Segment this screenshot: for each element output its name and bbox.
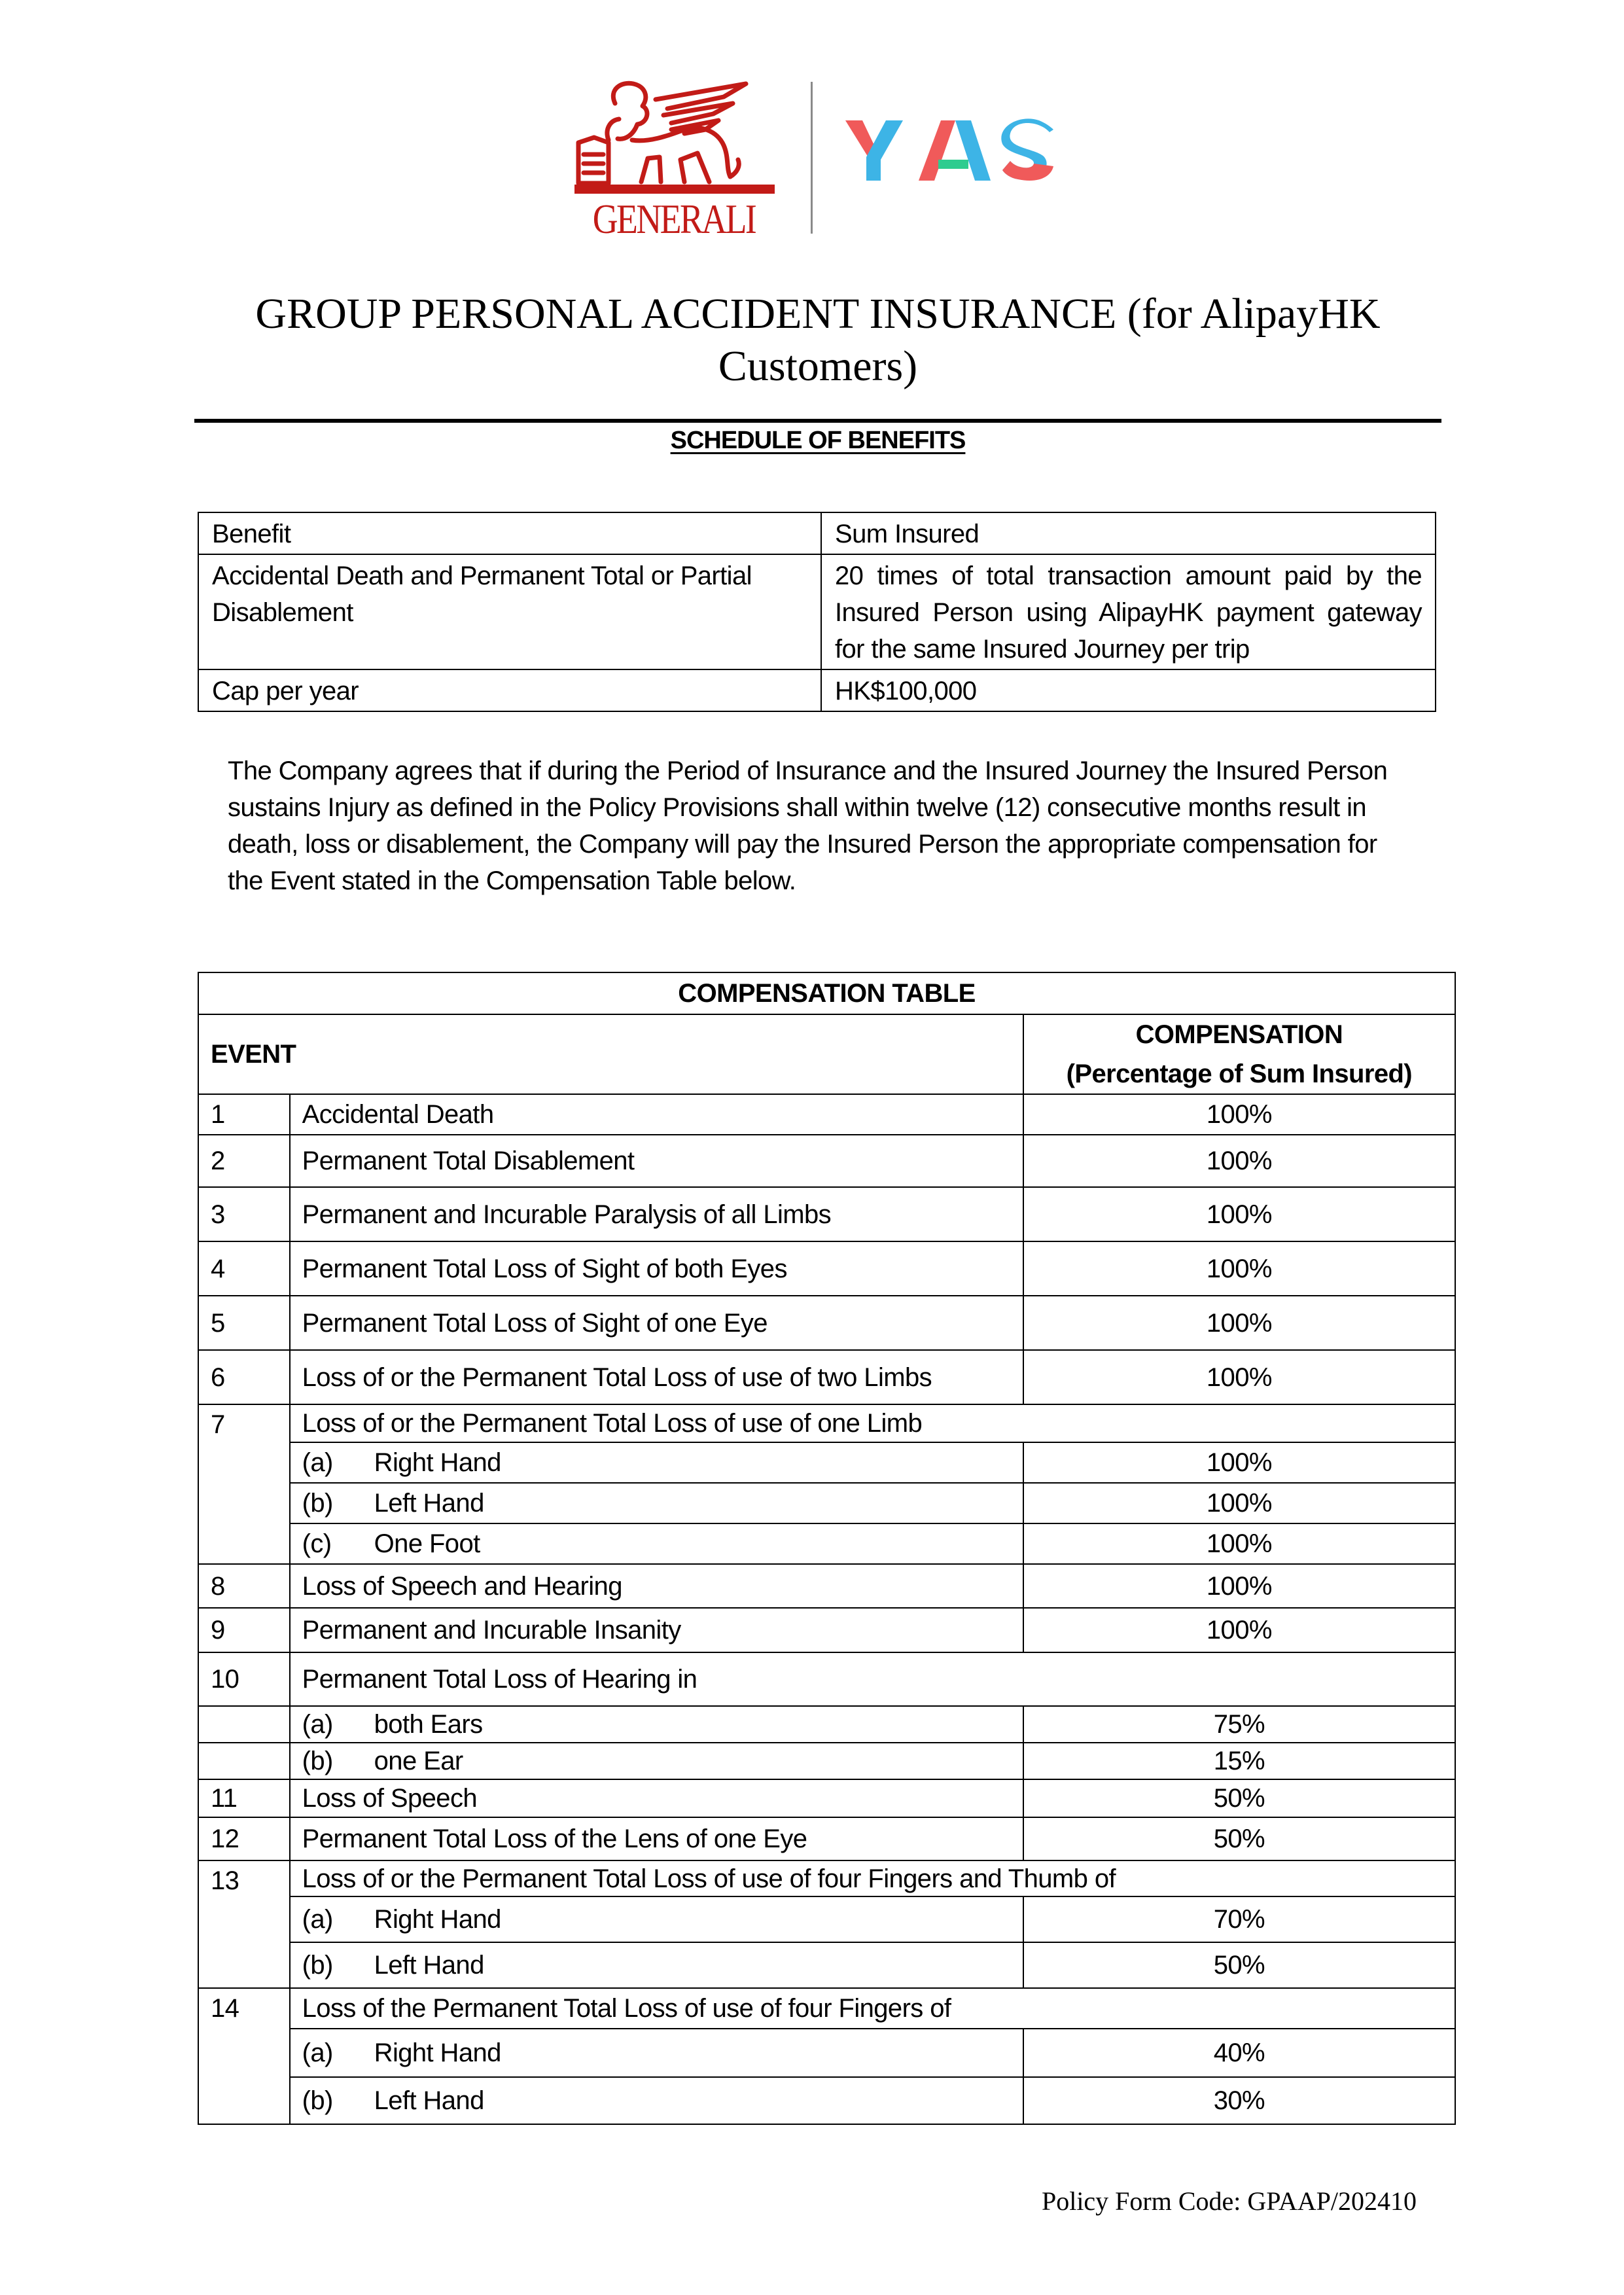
sub-event-description: One Foot <box>374 1529 480 1558</box>
sub-event-label: (a) <box>302 2038 333 2067</box>
event-header: EVENT <box>198 1014 1023 1094</box>
table-row <box>198 1779 1455 1817</box>
yas-wordmark-icon <box>843 118 1059 183</box>
sub-event-label: (b) <box>302 2086 333 2115</box>
event-percentage: 100% <box>1023 1442 1455 1483</box>
event-number: 3 <box>198 1187 290 1241</box>
table-row <box>198 669 1436 711</box>
compensation-title-row <box>198 972 1455 1014</box>
event-description: Permanent Total Loss of Sight of one Eye <box>290 1296 1023 1350</box>
event-number: 9 <box>198 1608 290 1652</box>
document-title <box>194 288 1441 393</box>
table-row <box>198 1094 1455 1135</box>
event-percentage: 100% <box>1023 1094 1455 1135</box>
event-description: Permanent Total Disablement <box>290 1135 1023 1187</box>
table-sub-row <box>198 1523 1455 1564</box>
event-description: Permanent and Incurable Paralysis of all Limbs <box>290 1187 1023 1241</box>
compensation-header <box>1023 1014 1455 1094</box>
event-number: 6 <box>198 1350 290 1404</box>
table-sub-row <box>198 1942 1455 1988</box>
event-percentage: 100% <box>1023 1350 1455 1404</box>
event-percentage: 40% <box>1023 2029 1455 2077</box>
logo-divider <box>811 82 813 234</box>
sub-event <box>290 2029 1023 2077</box>
table-row <box>198 554 1436 669</box>
event-description: Loss of Speech and Hearing <box>290 1564 1023 1608</box>
event-number: 1 <box>198 1094 290 1135</box>
sum-insured-header: Sum Insured <box>821 512 1436 554</box>
sub-event-label: (a) <box>302 1710 333 1739</box>
event-description: Permanent Total Loss of Hearing in <box>290 1652 1455 1706</box>
event-percentage: 30% <box>1023 2077 1455 2124</box>
yas-logo <box>843 118 1059 183</box>
table-sub-row <box>198 1442 1455 1483</box>
event-number: 13 <box>198 1860 290 1988</box>
sub-event <box>290 1483 1023 1523</box>
event-description: Permanent Total Loss of the Lens of one Eye <box>290 1817 1023 1860</box>
event-percentage: 100% <box>1023 1135 1455 1187</box>
event-description: Accidental Death <box>290 1094 1023 1135</box>
event-percentage: 100% <box>1023 1187 1455 1241</box>
event-number: 10 <box>198 1652 290 1706</box>
compensation-header-line2: (Percentage of Sum Insured) <box>1066 1059 1413 1088</box>
event-percentage: 50% <box>1023 1779 1455 1817</box>
sub-event-description: Right Hand <box>374 2038 501 2067</box>
table-row <box>198 1187 1455 1241</box>
event-description: Loss of or the Permanent Total Loss of use of two Limbs <box>290 1350 1023 1404</box>
table-row <box>198 1404 1455 1442</box>
event-number-empty <box>198 1706 290 1743</box>
event-number: 11 <box>198 1779 290 1817</box>
sub-event <box>290 1743 1023 1779</box>
winged-lion-icon <box>569 77 779 195</box>
table-row <box>198 1817 1455 1860</box>
event-description: Loss of Speech <box>290 1779 1023 1817</box>
sub-event <box>290 2077 1023 2124</box>
event-percentage: 70% <box>1023 1896 1455 1942</box>
sub-event <box>290 1442 1023 1483</box>
table-sub-row <box>198 1743 1455 1779</box>
policy-form-code: Policy Form Code: GPAAP/202410 <box>1041 2186 1417 2216</box>
event-description: Loss of the Permanent Total Loss of use of four Fingers of <box>290 1988 1455 2029</box>
table-sub-row <box>198 2029 1455 2077</box>
intro-paragraph: The Company agrees that if during the Period of Insurance and the Insured Journey the Insured Person sustains Injury as defined in the Policy Provisions shall within twelve (12) consecutive months result in death, loss or disablement, the Company will pay the Insured Person the appropriate compensation for the Event stated in the Compensation Table below. <box>228 756 1388 895</box>
benefits-header-row <box>198 512 1436 554</box>
sub-event-label: (b) <box>302 1747 333 1775</box>
sub-event-description: one Ear <box>374 1747 463 1775</box>
event-number: 2 <box>198 1135 290 1187</box>
compensation-header-line1: COMPENSATION <box>1135 1020 1343 1049</box>
generali-logo <box>569 77 779 242</box>
table-row <box>198 1988 1455 2029</box>
event-description: Loss of or the Permanent Total Loss of use of one Limb <box>290 1404 1455 1442</box>
benefit-header: Benefit <box>198 512 821 554</box>
sum-insured-cell: HK$100,000 <box>821 669 1436 711</box>
event-number: 4 <box>198 1241 290 1296</box>
event-number: 5 <box>198 1296 290 1350</box>
event-number: 7 <box>198 1404 290 1564</box>
event-percentage: 100% <box>1023 1564 1455 1608</box>
title-line-2: Customers) <box>718 342 918 390</box>
event-description: Permanent Total Loss of Sight of both Eyes <box>290 1241 1023 1296</box>
sub-event-description: Right Hand <box>374 1448 501 1477</box>
schedule-of-benefits-heading: SCHEDULE OF BENEFITS <box>670 427 966 454</box>
compensation-header-row <box>198 1014 1455 1094</box>
sub-event <box>290 1706 1023 1743</box>
table-row <box>198 1860 1455 1896</box>
sub-event-label: (a) <box>302 1448 333 1477</box>
event-percentage: 100% <box>1023 1608 1455 1652</box>
event-percentage: 50% <box>1023 1942 1455 1988</box>
event-percentage: 100% <box>1023 1241 1455 1296</box>
sub-event-label: (b) <box>302 1951 333 1980</box>
title-rule <box>194 419 1441 423</box>
sub-event-description: Left Hand <box>374 1489 484 1518</box>
sub-event-description: both Ears <box>374 1710 483 1739</box>
sub-event-description: Left Hand <box>374 2086 484 2115</box>
benefit-cell: Accidental Death and Permanent Total or Partial Disablement <box>198 554 821 669</box>
sub-event-label: (b) <box>302 1489 333 1518</box>
generali-wordmark: GENERALI <box>592 196 756 242</box>
table-row <box>198 1241 1455 1296</box>
table-sub-row <box>198 1483 1455 1523</box>
event-description: Loss of or the Permanent Total Loss of use of four Fingers and Thumb of <box>290 1860 1455 1896</box>
sub-event <box>290 1896 1023 1942</box>
table-sub-row <box>198 2077 1455 2124</box>
table-sub-row <box>198 1706 1455 1743</box>
sub-event <box>290 1523 1023 1564</box>
table-row <box>198 1652 1455 1706</box>
table-row <box>198 1608 1455 1652</box>
event-percentage: 75% <box>1023 1706 1455 1743</box>
sub-event-label: (a) <box>302 1905 333 1934</box>
event-description: Permanent and Incurable Insanity <box>290 1608 1023 1652</box>
table-row <box>198 1135 1455 1187</box>
compensation-table-title: COMPENSATION TABLE <box>198 972 1455 1014</box>
event-number: 14 <box>198 1988 290 2124</box>
event-percentage: 15% <box>1023 1743 1455 1779</box>
event-percentage: 100% <box>1023 1523 1455 1564</box>
title-line-1: GROUP PERSONAL ACCIDENT INSURANCE (for AlipayHK <box>255 290 1381 338</box>
table-row <box>198 1350 1455 1404</box>
sub-event-label: (c) <box>302 1529 332 1558</box>
table-sub-row <box>198 1896 1455 1942</box>
event-percentage: 50% <box>1023 1817 1455 1860</box>
event-percentage: 100% <box>1023 1296 1455 1350</box>
event-number-empty <box>198 1743 290 1779</box>
table-row <box>198 1564 1455 1608</box>
compensation-table <box>198 972 1456 2125</box>
sub-event-description: Left Hand <box>374 1951 484 1980</box>
benefits-table <box>198 512 1436 712</box>
sub-event <box>290 1942 1023 1988</box>
sum-insured-cell: 20 times of total transaction amount paid by the Insured Person using AlipayHK payment gateway for the same Insured Journey per trip <box>821 554 1436 669</box>
event-number: 8 <box>198 1564 290 1608</box>
event-percentage: 100% <box>1023 1483 1455 1523</box>
event-number: 12 <box>198 1817 290 1860</box>
sub-event-description: Right Hand <box>374 1905 501 1934</box>
benefit-cell: Cap per year <box>198 669 821 711</box>
table-row <box>198 1296 1455 1350</box>
